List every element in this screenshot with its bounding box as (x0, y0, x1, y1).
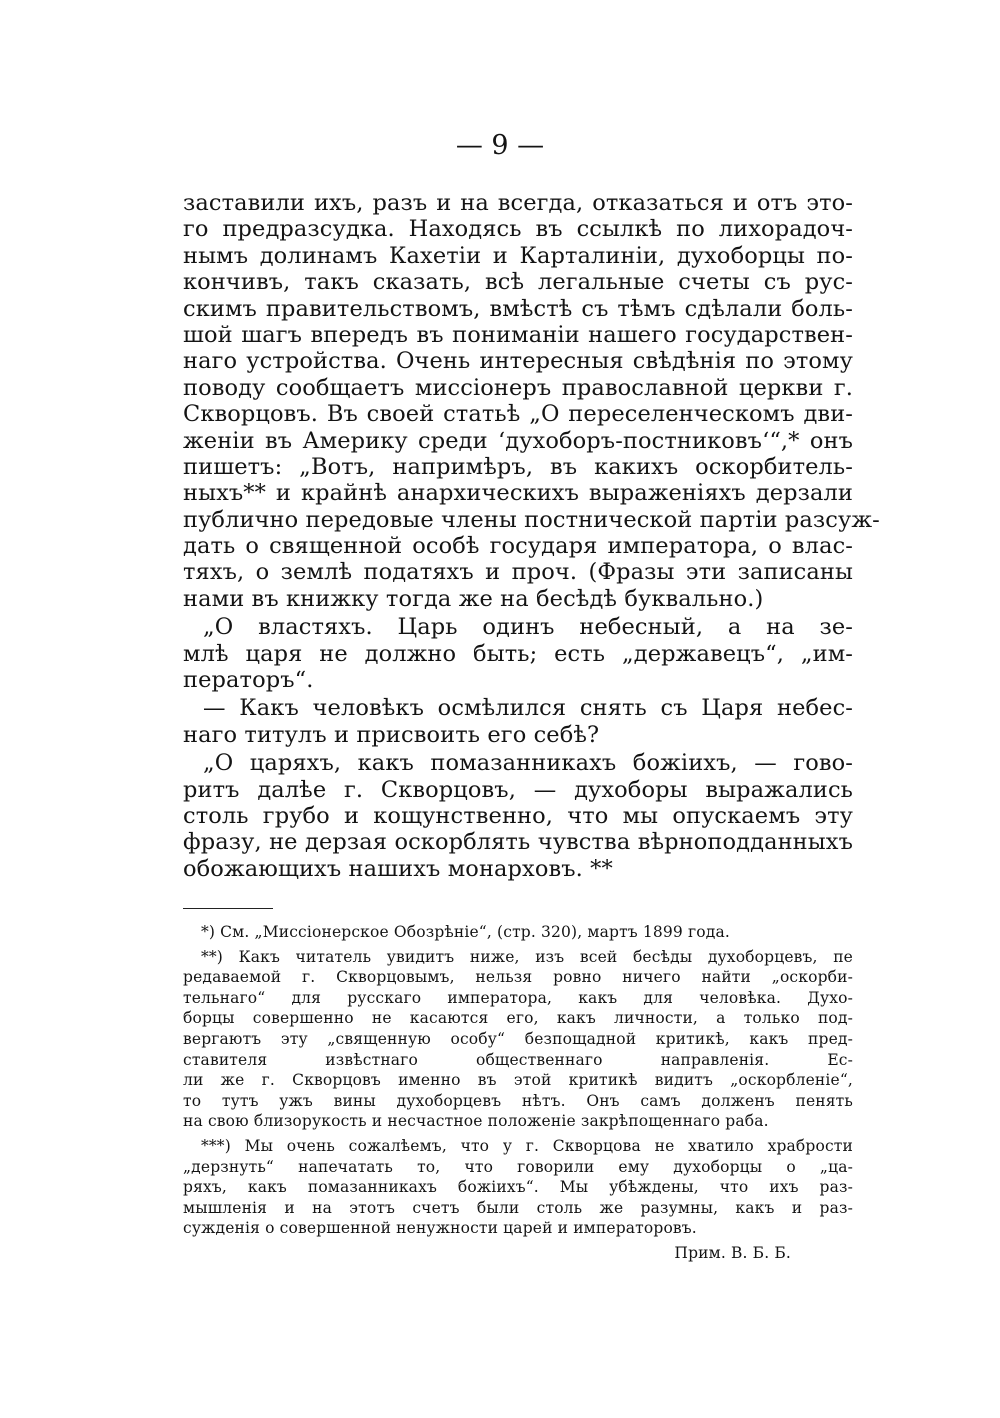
text-line: поводу сообщаетъ миссіонеръ православной церкви г. (183, 374, 853, 401)
text-line: нымъ долинамъ Кахетіи и Карталиніи, духоборцы по- (183, 242, 853, 269)
text-line: „О царяхъ, какъ помазанникахъ божіихъ, — гово- (203, 750, 853, 777)
quote-line: — Какъ человѣкъ осмѣлился снять съ Царя небес- (203, 695, 853, 722)
footnote-line: то тутъ ужъ вины духоборцевъ нѣтъ. Онъ самъ долженъ пенять (183, 1091, 853, 1110)
text-line: наго устройства. Очень интересныя свѣдѣнія по этому (183, 348, 853, 375)
quote-line: млѣ царя не должно быть; есть „державецъ“, „им- (183, 640, 853, 667)
text-line: нами въ книжку тогда же на бесѣдѣ буквально.) (183, 585, 764, 612)
text-line: фразу, не дерзая оскорблять чувства вѣрноподданныхъ (183, 829, 853, 856)
footnote-line: ряхъ, какъ помазанникахъ божіихъ“. Мы убѣждены, что ихъ раз- (183, 1178, 853, 1197)
text-line: ритъ далѣе г. Скворцовъ, — духоборы выражались (183, 776, 853, 803)
footnote-line: ставителя извѣстнаго общественнаго направленія. Ес- (183, 1050, 853, 1069)
text-line: столь грубо и кощунственно, что мы опускаемъ эту (183, 802, 853, 829)
text-line: шой шагъ впередъ въ пониманіи нашего государствен- (183, 321, 853, 348)
footnote-line: на свою близорукость и несчастное положеніе закрѣпощеннаго раба. (183, 1112, 769, 1131)
footnote-line: ли же г. Скворцовъ именно въ этой критикѣ видитъ „оскорбленіе“, (183, 1071, 853, 1090)
text-line: скимъ правительствомъ, вмѣстѣ съ тѣмъ сдѣлали боль- (183, 295, 853, 322)
main-text-block (183, 190, 880, 882)
footnote-line: *) См. „Миссіонерское Обозрѣніе“, (стр. 320), мартъ 1899 года. (201, 923, 730, 941)
quote-line: наго титулъ и присвоить его себѣ? (183, 721, 600, 748)
footnote-line: редаваемой г. Скворцовымъ, нельзя ровно ничего найти „оскорби- (183, 968, 853, 987)
quote-line: ператоръ“. (183, 667, 314, 694)
text-line: тяхъ, о землѣ податяхъ и проч. (Фразы эти записаны (183, 559, 853, 586)
quote-line: „О властяхъ. Царь одинъ небесный, а на зе- (203, 614, 853, 641)
footnote-line: „дерзнуть“ напечатать то, что говорили ему духоборцы о „ца- (183, 1157, 853, 1176)
text-line: го предразсудка. Находясь въ ссылкѣ по лихорадоч- (183, 216, 853, 243)
text-line: женіи въ Америку среди ‘духоборъ-постниковъ‘“,* онъ (183, 427, 853, 454)
text-line: обожающихъ нашихъ монарховъ. ** (183, 855, 613, 882)
text-line: Скворцовъ. Въ своей статьѣ „О переселенческомъ дви- (183, 401, 853, 428)
text-line: заставили ихъ, разъ и на всегда, отказаться и отъ это- (183, 190, 853, 216)
text-line: кончивъ, такъ сказать, всѣ легальные счеты съ рус- (183, 269, 853, 296)
text-line: публично передовые члены постнической партіи разсуж- (183, 506, 880, 533)
footnote-signature: Прим. В. Б. Б. (674, 1243, 791, 1262)
footnote-line: тельнаго“ для русскаго императора, какъ для человѣка. Духо- (183, 988, 853, 1007)
footnote-line: вергаютъ эту „священную особу“ безпощадной критикѣ, какъ пред- (183, 1029, 853, 1048)
text-line: ныхъ** и крайнѣ анархическихъ выраженіяхъ дерзали (183, 480, 853, 507)
footnote-line: сужденія о совершенной ненужности царей и императоровъ. (183, 1219, 697, 1238)
footnote-line: **) Какъ читатель увидитъ ниже, изъ всей бесѣды духоборцевъ, пе (201, 947, 853, 966)
footnote-line: борцы совершенно не касаются его, какъ личности, а только под- (183, 1009, 853, 1028)
footnote-divider (183, 908, 273, 909)
footnote-line: ***) Мы очень сожалѣемъ, что у г. Скворцова не хватило храбрости (201, 1136, 853, 1155)
text-line: дать о священной особѣ государя императора, о влас- (183, 533, 853, 560)
footnotes-block (183, 922, 853, 1264)
page-number: — 9 — (455, 130, 545, 161)
footnote-line: мышленія и на этотъ счетъ были столь же разумны, какъ и раз- (183, 1198, 853, 1217)
text-line: пишетъ: „Вотъ, напримѣръ, въ какихъ оскорбитель- (183, 453, 853, 480)
